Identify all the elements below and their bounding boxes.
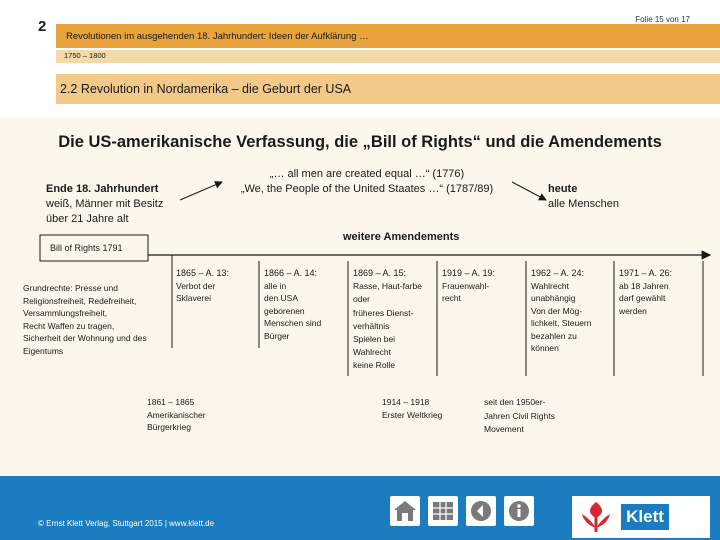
home-button[interactable] [390, 496, 420, 526]
amendment-line: darf gewählt [619, 293, 666, 303]
amendment-13 [176, 267, 256, 305]
amendment-line: unabhängig [531, 293, 576, 303]
amendment-26 [619, 267, 699, 317]
amendment-head: 1962 – A. 24: [531, 268, 585, 278]
amendment-line: Bürger [264, 330, 290, 341]
amendment-line: alle in [264, 280, 287, 291]
event-line: seit den 1950er- [484, 397, 546, 407]
amendment-line: recht [442, 293, 461, 303]
chapter-bar [56, 24, 720, 48]
period-bar [56, 50, 720, 63]
amendment-line: früheres Dienst- [353, 307, 414, 318]
more-amendments-label: weitere Amendements [343, 231, 460, 243]
info-button[interactable] [504, 496, 534, 526]
event-civil-war [147, 396, 247, 434]
left-box-line: weiß, Männer mit Besitz [46, 198, 164, 210]
left-info-box [46, 182, 176, 227]
right-box-line: alle Menschen [548, 198, 619, 210]
amendment-24 [531, 267, 611, 355]
left-box-heading: Ende 18. Jahrhundert [46, 183, 159, 195]
amendment-line: bezahlen zu [531, 330, 577, 341]
amendment-line: können [531, 343, 559, 353]
grundrechte-line: Grundrechte: Presse und [23, 283, 118, 293]
amendment-line: den USA [264, 293, 299, 303]
overview-button[interactable] [428, 496, 458, 526]
slide-footer [0, 476, 720, 540]
slide-counter: Folie 15 von 17 [635, 15, 690, 24]
amendment-15 [353, 267, 437, 373]
grundrechte-line: Eigentums [23, 345, 64, 356]
slide-header [0, 0, 720, 118]
home-icon [392, 499, 418, 523]
grundrechte-text [23, 282, 173, 357]
main-title: Die US-amerikanische Verfassung, die „Bill of Rights“ und die Amendements [58, 133, 662, 151]
event-world-war [382, 396, 482, 421]
amendment-14 [264, 267, 348, 342]
amendment-line: keine Rolle [353, 360, 396, 371]
klett-logo-icon [578, 500, 614, 534]
amendment-line: Wahlrecht [531, 280, 569, 291]
amendment-head: 1919 – A. 19: [442, 268, 496, 278]
period-text: 1750 – 1800 [64, 51, 106, 60]
arrow-left-to-quote [180, 182, 222, 200]
chapter-title: Revolutionen im ausgehenden 18. Jahrhundert: Ideen der Aufklärung … [66, 31, 369, 42]
amendment-line: Spielen bei [353, 334, 396, 345]
amendment-line: Verbot der [176, 280, 216, 291]
amendment-line: oder [353, 294, 371, 305]
section-title: 2.2 Revolution in Nordamerika – die Geburt der USA [60, 82, 352, 96]
grundrechte-line: Recht Waffen zu tragen, [23, 320, 115, 331]
amendment-line: lichkeit, Steuern [531, 318, 592, 328]
amendment-line: verhältnis [353, 320, 390, 331]
left-box-line: über 21 Jahre alt [46, 213, 129, 225]
amendment-19 [442, 267, 522, 305]
amendment-line: Wahlrecht [353, 347, 391, 358]
grid-icon [431, 499, 455, 523]
event-line: 1914 – 1918 [382, 397, 430, 407]
amendment-line: geborenen [264, 305, 305, 316]
back-icon [470, 500, 492, 522]
quote-line: „We, the People of the United Staates …“ (1787/89) [240, 183, 494, 195]
arrow-quote-to-right [512, 182, 546, 200]
right-info-box [548, 182, 638, 212]
amendment-line: werden [619, 305, 647, 316]
amendment-line: Von der Mög- [531, 305, 583, 316]
info-icon [508, 500, 530, 522]
bill-of-rights-label: Bill of Rights 1791 [50, 243, 123, 253]
event-line: Bürgerkrieg [147, 422, 191, 432]
back-button[interactable] [466, 496, 496, 526]
amendment-head: 1865 – A. 13: [176, 268, 230, 278]
section-bar [56, 74, 720, 104]
grundrechte-line: Religionsfreiheit, Redefreiheit, [23, 295, 137, 306]
amendment-head: 1971 – A. 26: [619, 268, 673, 278]
amendment-line: Frauenwahl- [442, 280, 490, 291]
amendment-head: 1866 – A. 14: [264, 268, 318, 278]
quote-line: „… all men are created equal …“ (1776) [269, 168, 465, 180]
chapter-number: 2 [38, 18, 47, 35]
event-line: Jahren Civil Rights [484, 410, 555, 421]
event-line: 1861 – 1865 [147, 397, 195, 407]
amendment-line: ab 18 Jahren [619, 280, 669, 291]
copyright-text: © Ernst Klett Verlag, Stuttgart 2015 | www.klett.de [38, 519, 215, 528]
quote-box [222, 167, 512, 197]
amendment-line: Menschen sind [264, 318, 322, 328]
amendment-line: Rasse, Haut-farbe [353, 281, 422, 292]
klett-logo [572, 496, 710, 538]
slide-content [0, 118, 720, 476]
grundrechte-line: Sicherheit der Wohnung und des [23, 333, 147, 343]
amendment-line: Sklaverei [176, 293, 211, 303]
klett-logo-text: Klett [621, 504, 669, 530]
event-line: Movement [484, 424, 524, 434]
right-box-heading: heute [548, 183, 578, 195]
event-civil-rights [484, 396, 594, 437]
grundrechte-line: Versammlungsfreiheit, [23, 308, 108, 318]
event-line: Amerikanischer [147, 409, 206, 420]
amendment-head: 1869 – A. 15: [353, 268, 407, 278]
event-line: Erster Weltkrieg [382, 409, 443, 420]
